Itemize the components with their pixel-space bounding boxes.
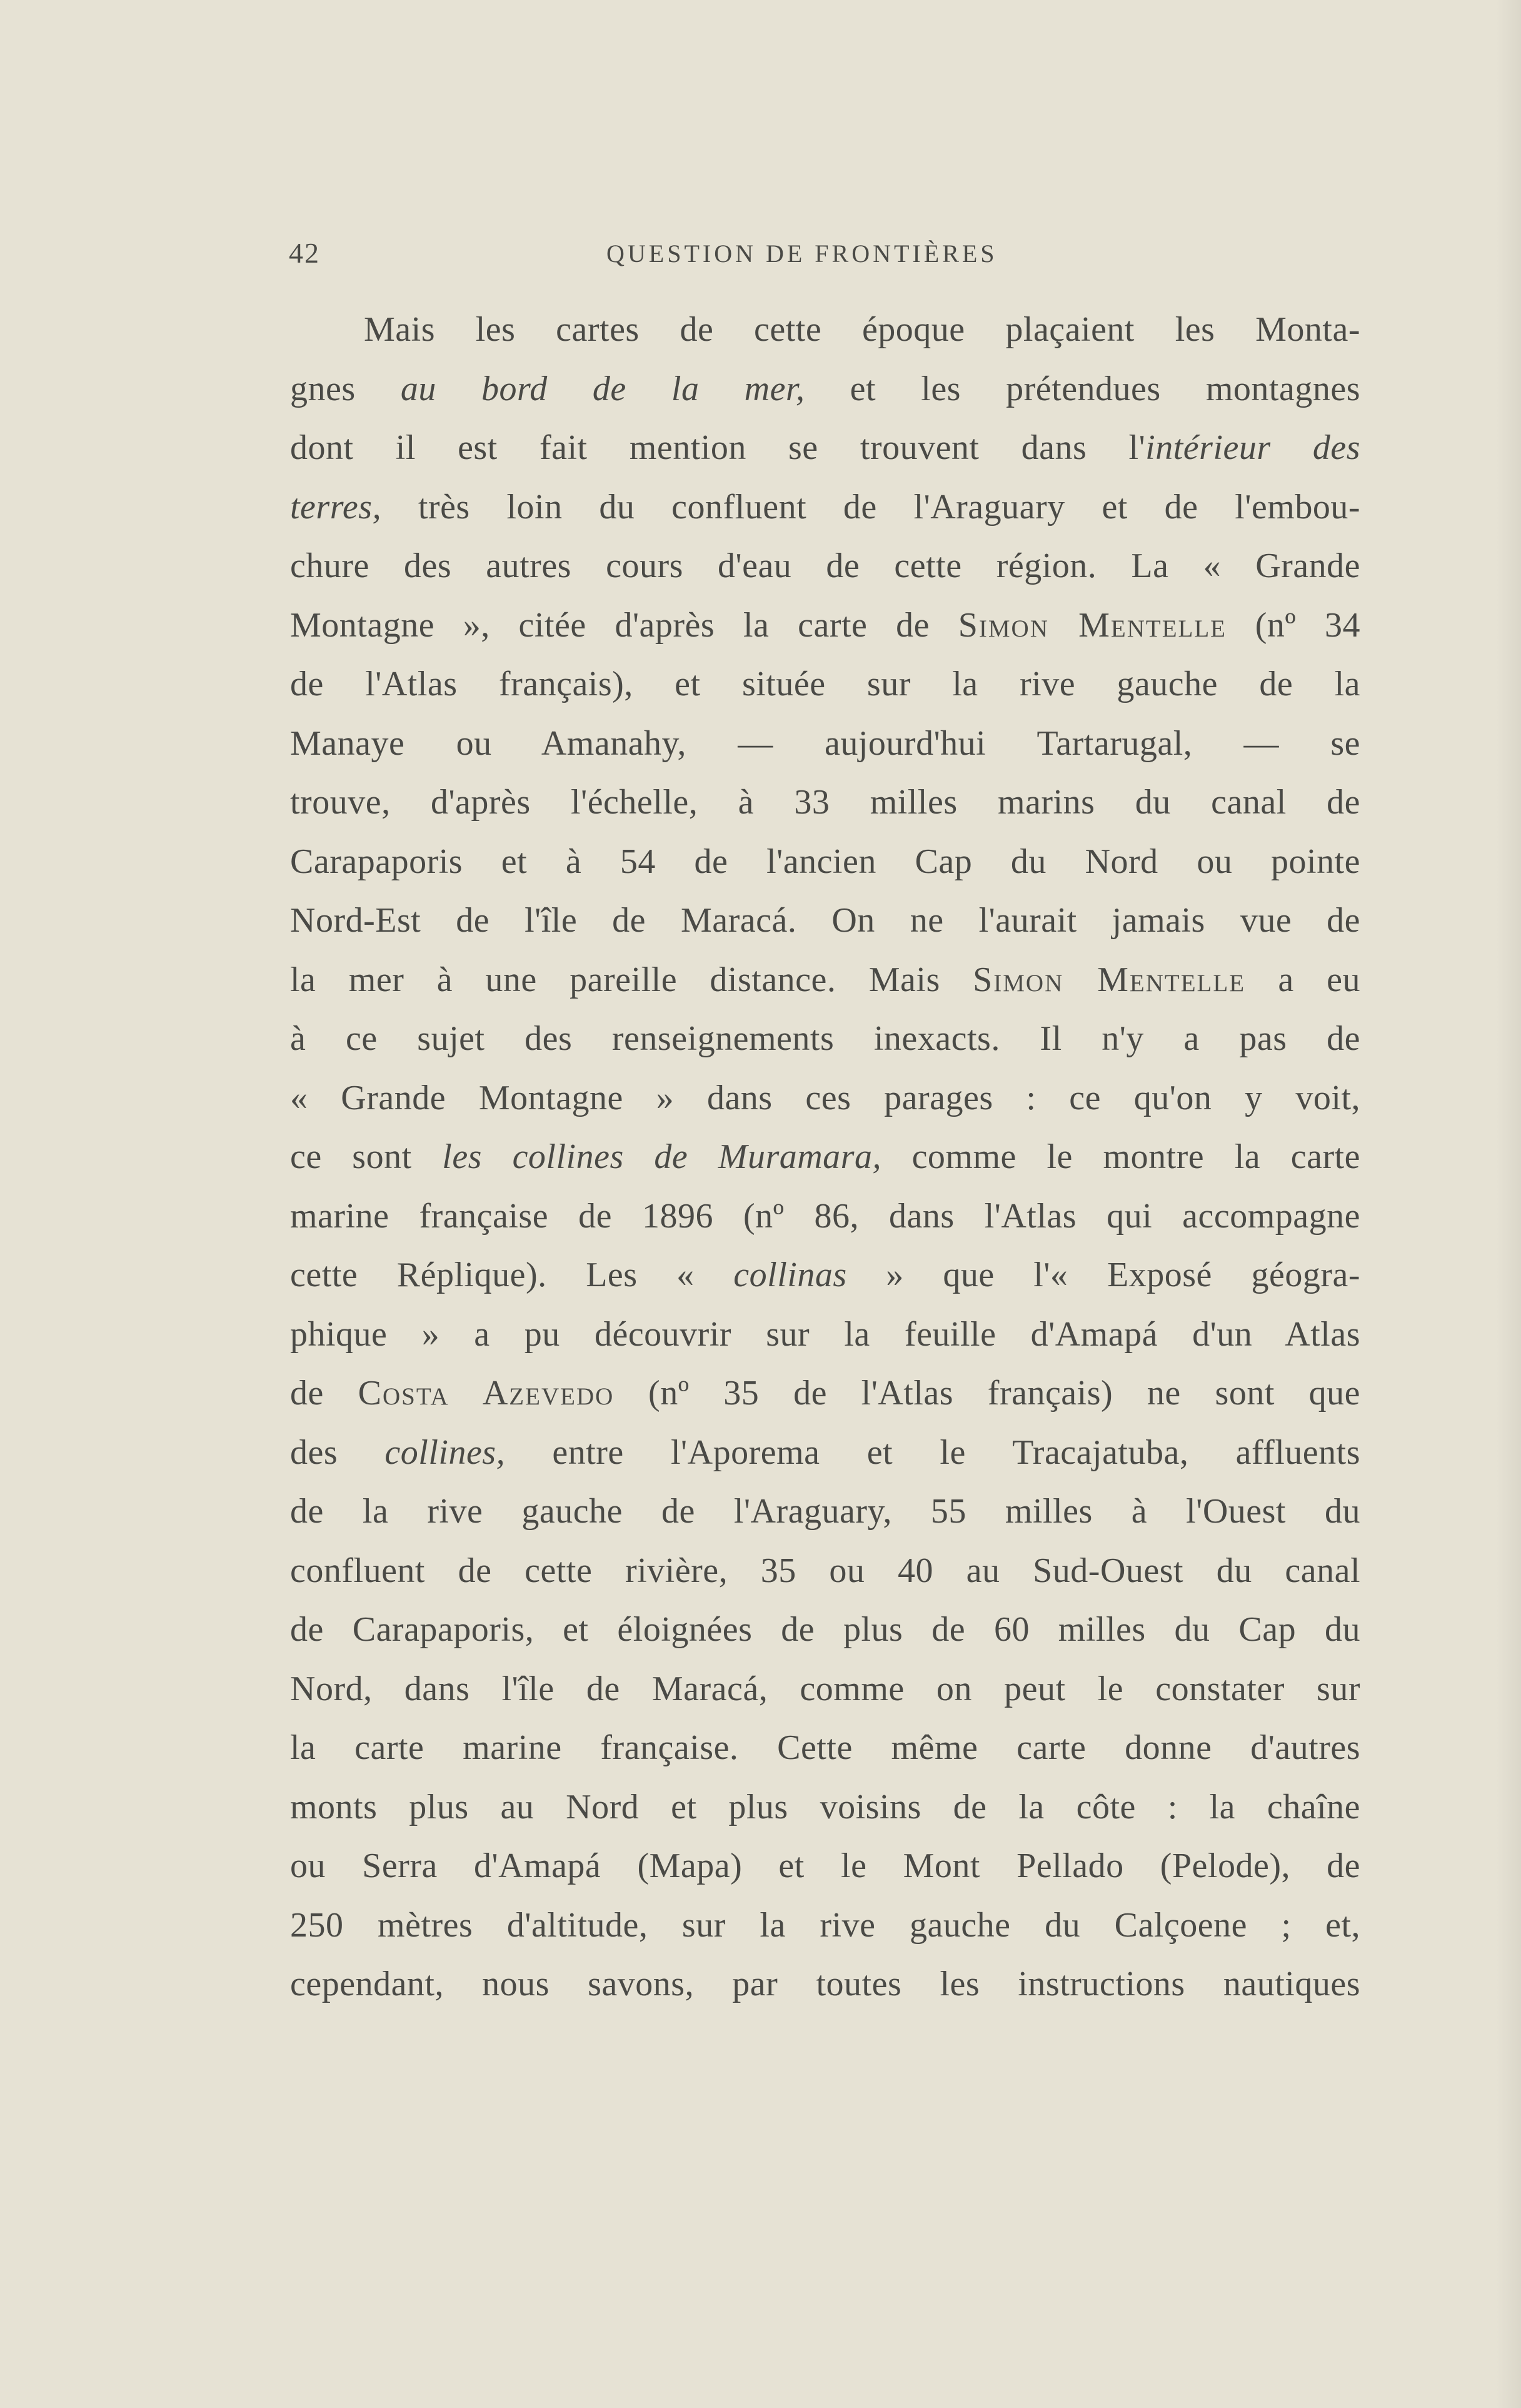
text-run: très loin du confluent de l'Araguary et de l'embou- [381,487,1360,526]
text-run: de l'Atlas français), et située sur la rive gauche de la [290,665,1360,703]
text-line [290,832,1360,892]
text-line [290,360,1360,419]
text-line [290,1423,1360,1483]
page-number: 42 [289,237,320,269]
text-run: la carte marine française. Cette même carte donne d'autres [290,1728,1360,1767]
italic-text: les collines de Muramara, [442,1137,881,1176]
text-line [290,418,1360,478]
text-line [290,1955,1360,2014]
text-run: phique » a pu découvrir sur la feuille d'Amapá d'un Atlas [290,1314,1360,1354]
text-line [290,1718,1360,1778]
text-run: Montagne », citée d'après la carte de [290,605,958,645]
text-run: monts plus au Nord et plus voisins de la côte : la chaîne [290,1787,1360,1826]
italic-text: collinas [733,1256,847,1294]
text-line [290,478,1360,537]
body-text [290,300,1360,2014]
text-run: Nord, dans l'île de Maracá, comme on peut le constater sur [290,1669,1360,1708]
text-run: dont il est fait mention se trouvent dans l' [290,428,1146,467]
text-line [290,655,1360,714]
text-line [290,1364,1360,1423]
text-run: (nº 34 [1227,605,1360,645]
text-run: trouve, d'après l'échelle, à 33 milles marins du canal de [290,783,1360,822]
text-run: comme le montre la carte [881,1137,1361,1176]
text-run: la mer à une pareille distance. Mais [290,960,973,999]
text-run: cette Réplique). Les « [290,1256,734,1294]
small-caps-name: Costa Azevedo [358,1374,615,1413]
text-line [290,773,1360,832]
small-caps-name: Simon Mentelle [958,605,1227,645]
italic-text: au bord de la mer, [400,369,805,408]
text-run: entre l'Aporema et le Tracajatuba, affluents [505,1433,1360,1472]
text-line [290,1660,1360,1719]
text-line [290,1541,1360,1601]
text-run: de Carapaporis, et éloignées de plus de 60 milles du Cap du [290,1610,1360,1649]
text-run: Manaye ou Amanahy, — aujourd'hui Tartarugal, — se [290,723,1360,763]
text-run: marine française de 1896 (nº 86, dans l'Atlas qui accompagne [290,1196,1360,1236]
text-line [290,1896,1360,1955]
text-line [290,1600,1360,1660]
small-caps-name: Simon Mentelle [973,960,1246,999]
text-run: « Grande Montagne » dans ces parages : ce qu'on y voit, [290,1078,1360,1117]
text-run: Carapaporis et à 54 de l'ancien Cap du Nord ou pointe [290,842,1360,881]
text-run: 250 mètres d'altitude, sur la rive gauche du Calçoene ; et, [290,1905,1360,1945]
text-line [290,1069,1360,1128]
text-line [290,1187,1360,1246]
text-run: ou Serra d'Amapá (Mapa) et le Mont Pellado (Pelode), de [290,1846,1360,1885]
text-run: de [290,1374,358,1413]
text-run: (nº 35 de l'Atlas français) ne sont que [614,1374,1361,1413]
text-line [290,950,1360,1010]
text-run: gnes [290,369,401,408]
text-line [290,300,1360,360]
text-run: ce sont [290,1137,443,1176]
italic-text: terres, [290,487,382,526]
text-run: confluent de cette rivière, 35 ou 40 au Sud-Ouest du canal [290,1551,1360,1590]
text-run: Mais les cartes de cette époque plaçaient les Monta- [364,310,1360,349]
text-run: cependant, nous savons, par toutes les instructions nautiques [290,1965,1360,2003]
text-line [290,537,1360,596]
text-line [290,891,1360,950]
text-run: des [290,1433,385,1472]
text-line [290,1127,1360,1187]
text-line [290,1482,1360,1541]
text-line [290,1305,1360,1364]
text-run: » que l'« Exposé géogra- [846,1256,1360,1294]
text-run: Nord-Est de l'île de Maracá. On ne l'aurait jamais vue de [290,901,1360,940]
running-head: QUESTION DE FRONTIÈRES [606,239,998,268]
text-run: et les prétendues montagnes [805,369,1360,408]
page-edge-shadow [1496,0,1521,2408]
text-line [290,1836,1360,1896]
text-line [290,596,1360,655]
text-line [290,714,1360,773]
text-run: à ce sujet des renseignements inexacts. Il n'y a pas de [290,1019,1360,1058]
text-run: a eu [1245,960,1360,999]
italic-text: intérieur des [1145,428,1360,467]
italic-text: collines, [384,1433,506,1472]
text-run: chure des autres cours d'eau de cette région. La « Grande [290,547,1360,585]
text-line [290,1009,1360,1069]
text-run: de la rive gauche de l'Araguary, 55 milles à l'Ouest du [290,1492,1360,1531]
text-line [290,1246,1360,1305]
text-line [290,1778,1360,1837]
